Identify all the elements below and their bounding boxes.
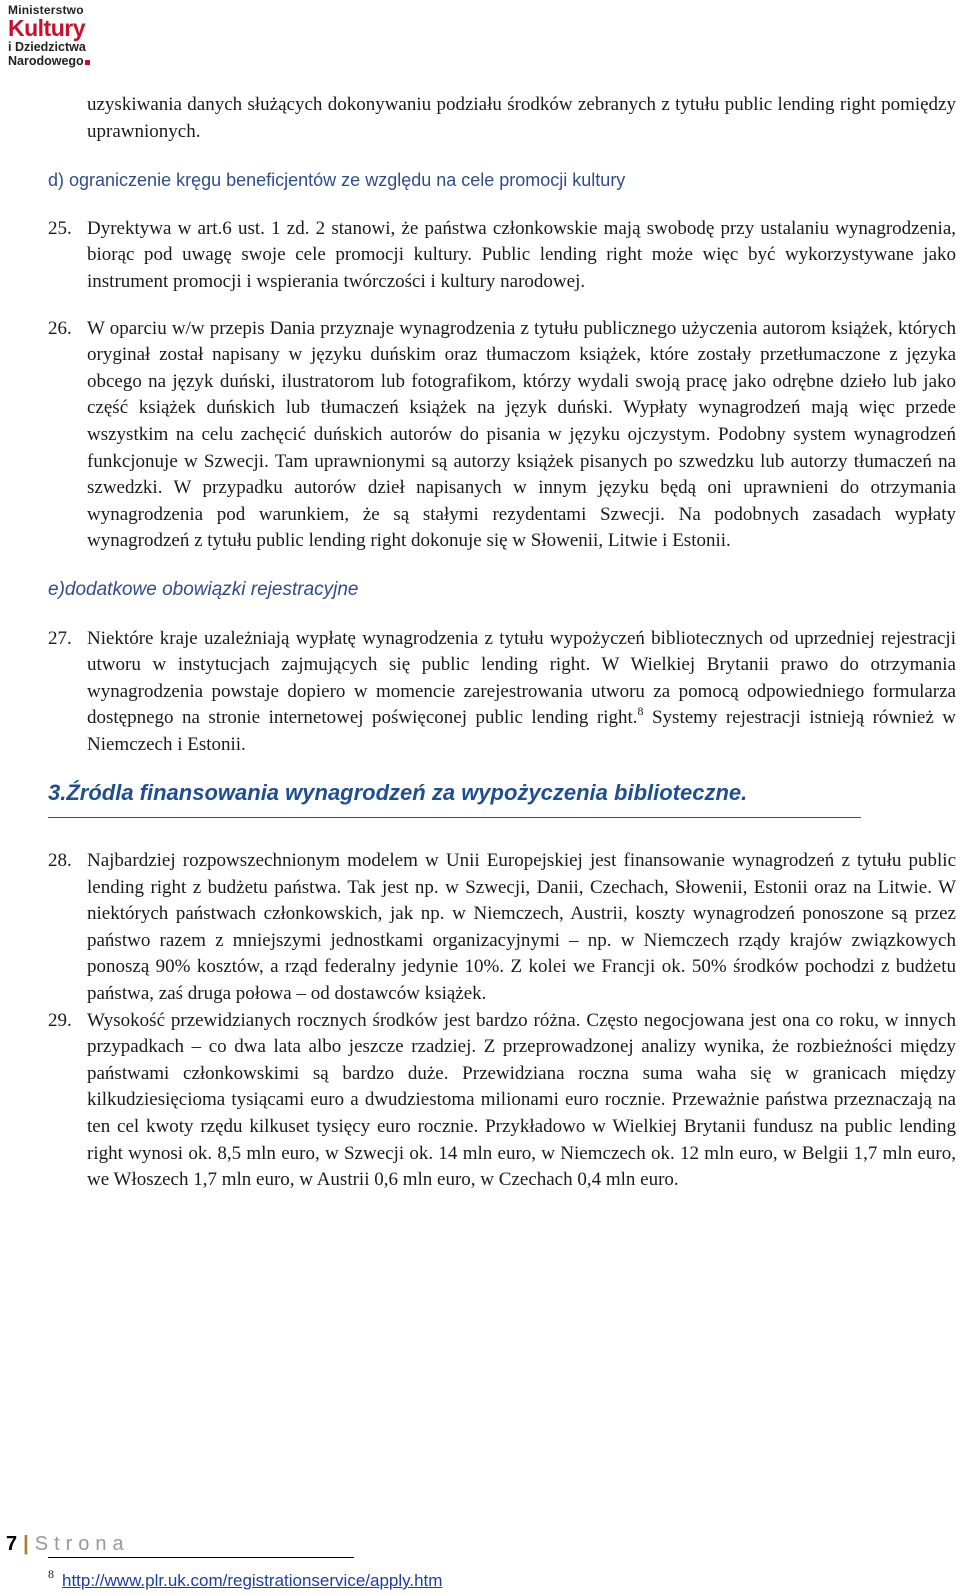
- section-heading-e: e)dodatkowe obowiązki rejestracyjne: [48, 578, 359, 600]
- logo-line-3: i Dziedzictwa: [8, 40, 86, 54]
- footnote-link[interactable]: http://www.plr.uk.com/registrationservice/apply.htm: [62, 1571, 443, 1590]
- paragraph-27: 27. Niektóre kraje uzależniają wypłatę wynagrodzenia z tytułu wypożyczeń bibliotecznych od uprzedniej rejestracji utworu w instytucjach zajmujących się public lending right. W Wielkiej Brytanii prawo do otrzymania wynagrodzenia powstaje dopiero w momencie zarejestrowania utworu za pomocą odpowiedniego formularza dostępnego na stronie internetowej poświęconej public lending right.$^8$ Systemy rejestracji istnieją również w Niemczech i Estonii.: [48, 627, 956, 755]
- paragraph-25: 25. Dyrektywa w art.6 ust. 1 zd. 2 stanowi, że państwa członkowskie mają swobodę przy ustalaniu wynagrodzenia, biorąc pod uwagę swoje cele promocji kultury. Public lending right może więc być wykorzystywane jako instrument promocji i wspierania twórczości i kultury narodowej.: [48, 217, 956, 292]
- paragraph-28: 28. Najbardziej rozpowszechnionym modelem w Unii Europejskiej jest finansowanie wynagrodzeń z tytułu public lending right z budżetu państwa. Tak jest np. w Szwecji, Danii, Czechach, Słowenii, Estonii oraz na Litwie. W niektórych państwach członkowskich, jak np. w Niemczech, Austrii, koszty wynagrodzeń ponoszone są przez państwo razem z mniejszymi jednostkami organizacyjnymi – np. w Niemczech rządy krajów związkowych ponoszą 90% kosztów, a rząd federalny jedynie 10%. Z kolei we Francji ok. 50% środków pochodzi z budżetu państwa, zaś druga połowa – od dostawców książek.: [48, 850, 956, 1005]
- section-heading-3: 3.Źródla finansowania wynagrodzeń za wypożyczenia biblioteczne.: [48, 780, 748, 806]
- footnote-number: 8: [48, 1567, 54, 1581]
- page-footer: [6, 1533, 130, 1556]
- footnote-separator: [48, 1557, 354, 1558]
- ministry-logo: [8, 4, 118, 67]
- page-number: 7: [6, 1533, 18, 1555]
- paragraph-intro: uzyskiwania danych służących dokonywaniu podziału środków zebranych z tytułu public lending right pomiędzy uprawnionych.: [87, 94, 956, 142]
- footnote-ref[interactable]: 8: [637, 704, 644, 719]
- paragraph-29: 29. Wysokość przewidzianych rocznych środków jest bardzo różna. Często negocjowana jest ona co roku, w innych przypadkach – co dwa lata albo jeszcze rzadziej. Z przeprowadzonej analizy wynika, że rozbieżności między państwami członkowskimi są bardzo duże. Przewidziana roczna suma waha się w granicach między kilkudziesięcioma tysiącami euro a dwudziestoma milionami euro rocznie. Przeważnie państwa przeznaczają na ten cel kwoty rzędu kilkuset tysięcy euro rocznie. Przykładowo w Wielkiej Brytanii fundusz na public lending right wynosi ok. 8,5 mln euro, w Szwecji ok. 14 mln euro, w Niemczech ok. 12 mln euro, w Belgii 1,7 mln euro, we Włoszech 1,7 mln euro, w Austrii 0,6 mln euro, w Czechach 0,4 mln euro.: [48, 1009, 956, 1191]
- section-heading-d: d) ograniczenie kręgu beneficjentów ze względu na cele promocji kultury: [48, 170, 626, 191]
- paragraph-number: 25.: [48, 217, 72, 239]
- logo-dot-icon: [85, 60, 90, 65]
- footer-separator: |: [23, 1533, 29, 1555]
- paragraph-number: 28.: [48, 850, 72, 872]
- paragraph-number: 26.: [48, 317, 72, 339]
- logo-line-4: Narodowego: [8, 55, 118, 68]
- logo-line-2: Kultury: [8, 15, 85, 41]
- paragraph-number: 27.: [48, 627, 72, 649]
- paragraph-26: 26. W oparciu w/w przepis Dania przyznaje wynagrodzenia z tytułu publicznego użyczenia autorom książek, których oryginał został napisany w języku duńskim oraz tłumaczom książek, które zostały przetłumaczone z języka obcego na język duński, ilustratorom lub fotografikom, którzy wydali swoją pracę jako odrębne dzieło lub jako część książek duńskich lub tłumaczeń książek na język duński. Wypłaty wynagrodzeń mają więc przede wszystkim na celu zachęcić duńskich autorów do pisania w języku ojczystym. Podobny system wynagrodzeń funkcjonuje w Szwecji. Tam uprawnionymi są autorzy książek pisanych po szwedzku lub autorzy tłumaczeń na szwedzki. W przypadku autorów dzieł napisanych w innym języku będą oni uprawnieni do otrzymania wynagrodzenia pod warunkiem, że są stałymi rezydentami Szwecji. Na podobnych zasadach wypłaty wynagrodzeń z tytułu public lending right dokonuje się w Słowenii, Litwie i Estonii.: [48, 317, 956, 552]
- footer-label: Strona: [34, 1533, 130, 1555]
- footnote: [48, 1568, 442, 1595]
- paragraph-number: 29.: [48, 1009, 72, 1031]
- logo-line-1: Ministerstwo: [8, 3, 84, 17]
